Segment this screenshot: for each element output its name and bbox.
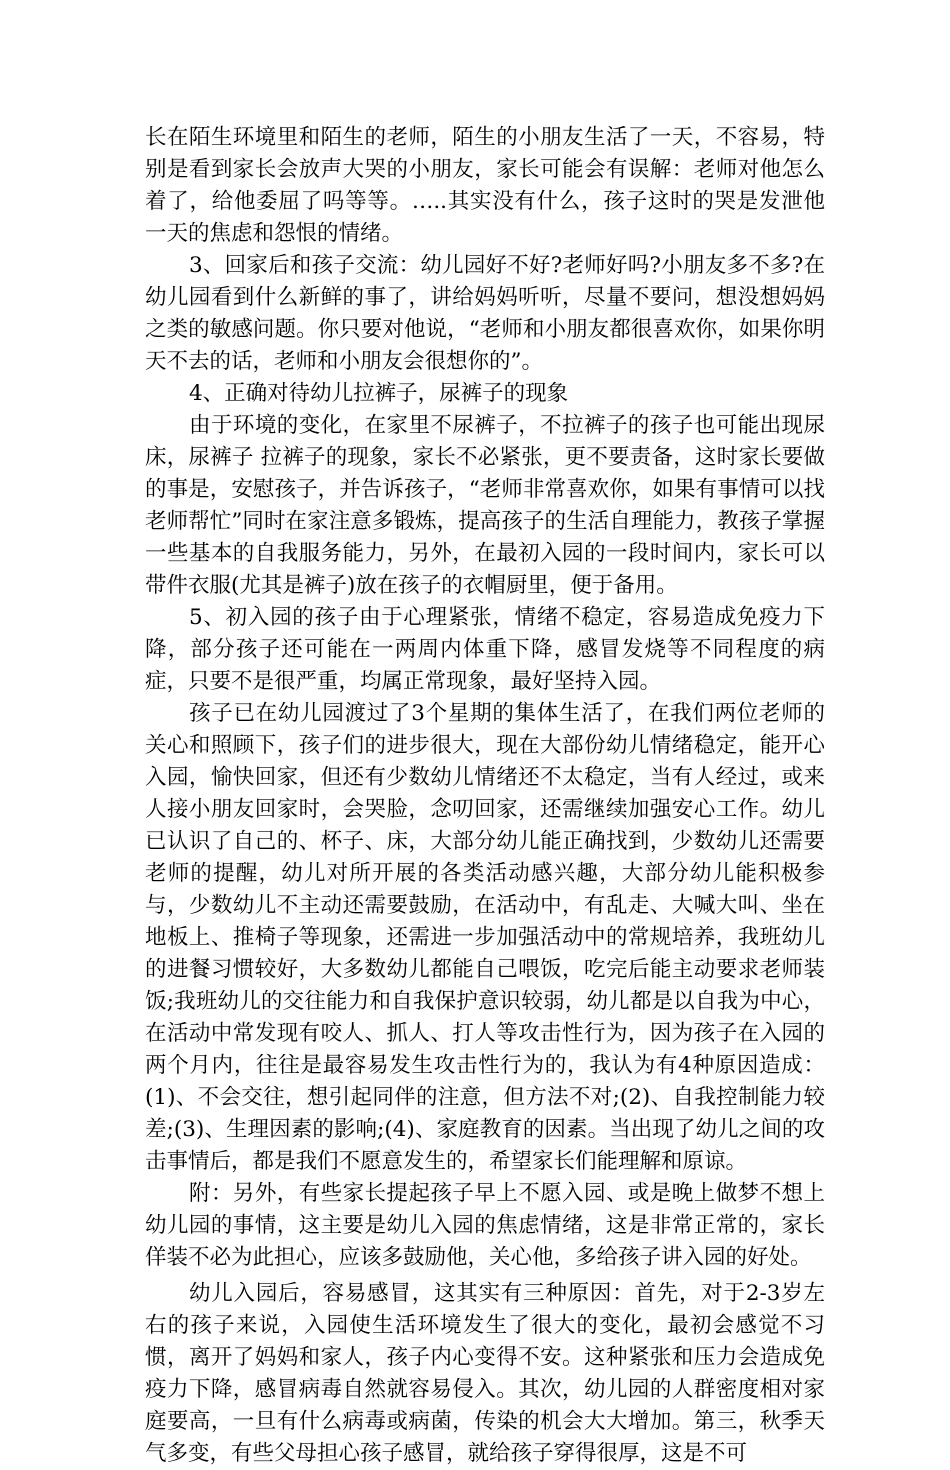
paragraph-cold-causes: 幼儿入园后，容易感冒，这其实有三种原因：首先，对于2-3岁左右的孩子来说，入园使生活环境发生了很大的变化，最初会感觉不习惯，离开了妈妈和家人，孩子内心变得不安。这种紧张和压力会造成免疫力下降，感冒病毒自然就容易侵入。其次，幼儿园的人群密度相对家庭要高，一旦有什么病毒或病菌，传染的机会大大增加。第三，秋季天气多变，有些父母担心孩子感冒，就给孩子穿得很厚，这是不可 bbox=[145, 1281, 825, 1466]
paragraph-tip-3: 3、回家后和孩子交流：幼儿园好不好?老师好吗?小朋友多不多?在幼儿园看到什么新鲜的事了，讲给妈妈听听，尽量不要问，想没想妈妈之类的敏感问题。你只要对他说，“老师和小朋友都很喜欢你，如果你明天不去的话，老师和小朋友会很想你的”。 bbox=[145, 253, 825, 374]
paragraph-tip-4-heading: 4、正确对待幼儿拉裤子，尿裤子的现象 bbox=[189, 381, 569, 406]
paragraph-tip-5: 5、初入园的孩子由于心理紧张，情绪不稳定，容易造成免疫力下降，部分孩子还可能在一两周内体重下降，感冒发烧等不同程度的病症，只要不是很严重，均属正常现象，最好坚持入园。 bbox=[145, 605, 825, 694]
document-body bbox=[145, 122, 825, 1470]
paragraph-continuation: 长在陌生环境里和陌生的老师，陌生的小朋友生活了一天，不容易，特别是看到家长会放声大哭的小朋友，家长可能会有误解：老师对他怎么着了，给他委屈了吗等等。…..其实没有什么，孩子这时的哭是发泄他一天的焦虑和怨恨的情绪。 bbox=[145, 125, 825, 246]
paragraph-class-report: 孩子已在幼儿园渡过了3个星期的集体生活了，在我们两位老师的关心和照顾下，孩子们的进步很大，现在大部份幼儿情绪稳定，能开心入园，愉快回家，但还有少数幼儿情绪还不太稳定，当有人经过，或来人接小朋友回家时，会哭脸，念叨回家，还需继续加强安心工作。幼儿已认识了自己的、杯子、床，大部分幼儿能正确找到，少数幼儿还需要老师的提醒，幼儿对所开展的各类活动感兴趣，大部分幼儿能积极参与，少数幼儿不主动还需要鼓励，在活动中，有乱走、大喊大叫、坐在地板上、推椅子等现象，还需进一步加强活动中的常规培养，我班幼儿的进餐习惯较好，大多数幼儿都能自己喂饭，吃完后能主动要求老师装饭;我班幼儿的交往能力和自我保护意识较弱，幼儿都是以自我为中心，在活动中常发现有咬人、抓人、打人等攻击性行为，因为孩子在入园的两个月内，往往是最容易发生攻击性行为的，我认为有4种原因造成：(1)、不会交往，想引起同伴的注意，但方法不对;(2)、自我控制能力较差;(3)、生理因素的影响;(4)、家庭教育的因素。当出现了幼儿之间的攻击事情后，都是我们不愿意发生的，希望家长们能理解和原谅。 bbox=[145, 701, 825, 1174]
paragraph-appendix: 附：另外，有些家长提起孩子早上不愿入园、或是晚上做梦不想上幼儿园的事情，这主要是幼儿入园的焦虑情绪，这是非常正常的，家长佯装不必为此担心，应该多鼓励他，关心他，多给孩子讲入园的好处。 bbox=[145, 1181, 825, 1270]
paragraph-tip-4-body: 由于环境的变化，在家里不尿裤子，不拉裤子的孩子也可能出现尿床，尿裤子 拉裤子的现象，家长不必紧张，更不要责备，这时家长要做的事是，安慰孩子，并告诉孩子，“老师非常喜欢你，如果有事情可以找老师帮忙”同时在家注意多锻炼，提高孩子的生活自理能力，教孩子掌握一些基本的自我服务能力，另外，在最初入园的一段时间内，家长可以带件衣服(尤其是裤子)放在孩子的衣帽厨里，便于备用。 bbox=[145, 413, 825, 598]
